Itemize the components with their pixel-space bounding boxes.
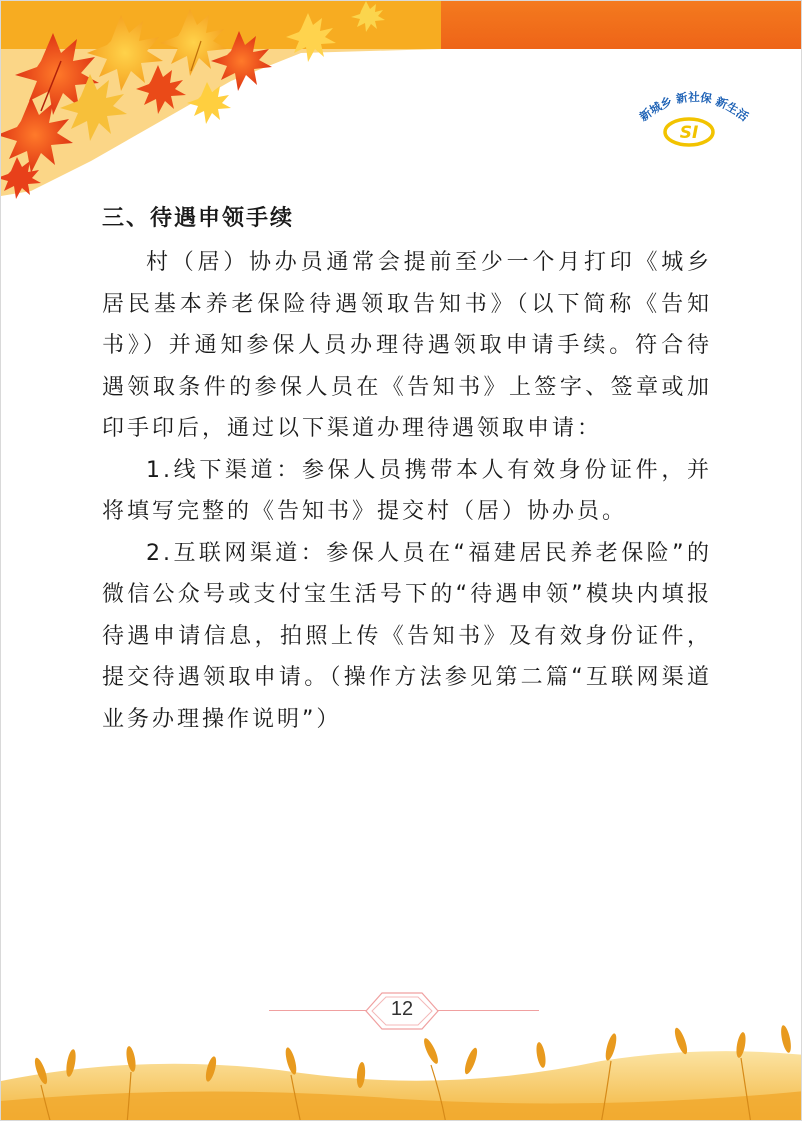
- top-orange-band-right: [431, 1, 802, 49]
- section-heading: 三、待遇申领手续: [102, 206, 295, 231]
- logo-slogan-text: 新城乡 新社保 新生活: [636, 90, 752, 124]
- paragraph-online-channel: 2.互联网渠道：参保人员在“福建居民养老保险”的微信公众号或支付宝生活号下的“待遇申领”模块内填报待遇申请信息，拍照上传《告知书》及有效身份证件，提交待遇领取申请。（操作方法参见第二篇“互联网渠道业务办理操作说明”）: [102, 540, 712, 732]
- wheat-field-decoration: [1, 1011, 802, 1121]
- page-number: 12: [390, 998, 414, 1020]
- paragraph-intro: 村（居）协办员通常会提前至少一个月打印《城乡居民基本养老保险待遇领取告知书》（以下简称《告知书》）并通知参保人员办理待遇领取申请手续。符合待遇领取条件的参保人员在《告知书》上签字、签章或加印手印后，通过以下渠道办理待遇领取申请：: [102, 250, 712, 441]
- maple-leaves-decoration: [1, 1, 441, 201]
- social-insurance-logo: [629, 83, 759, 163]
- si-emblem-icon: [663, 117, 715, 147]
- paragraph-offline-channel: 1.线下渠道：参保人员携带本人有效身份证件，并将填写完整的《告知书》提交村（居）协办员。: [102, 457, 712, 524]
- logo-emblem-text: SI: [679, 123, 699, 143]
- document-body: [102, 196, 712, 740]
